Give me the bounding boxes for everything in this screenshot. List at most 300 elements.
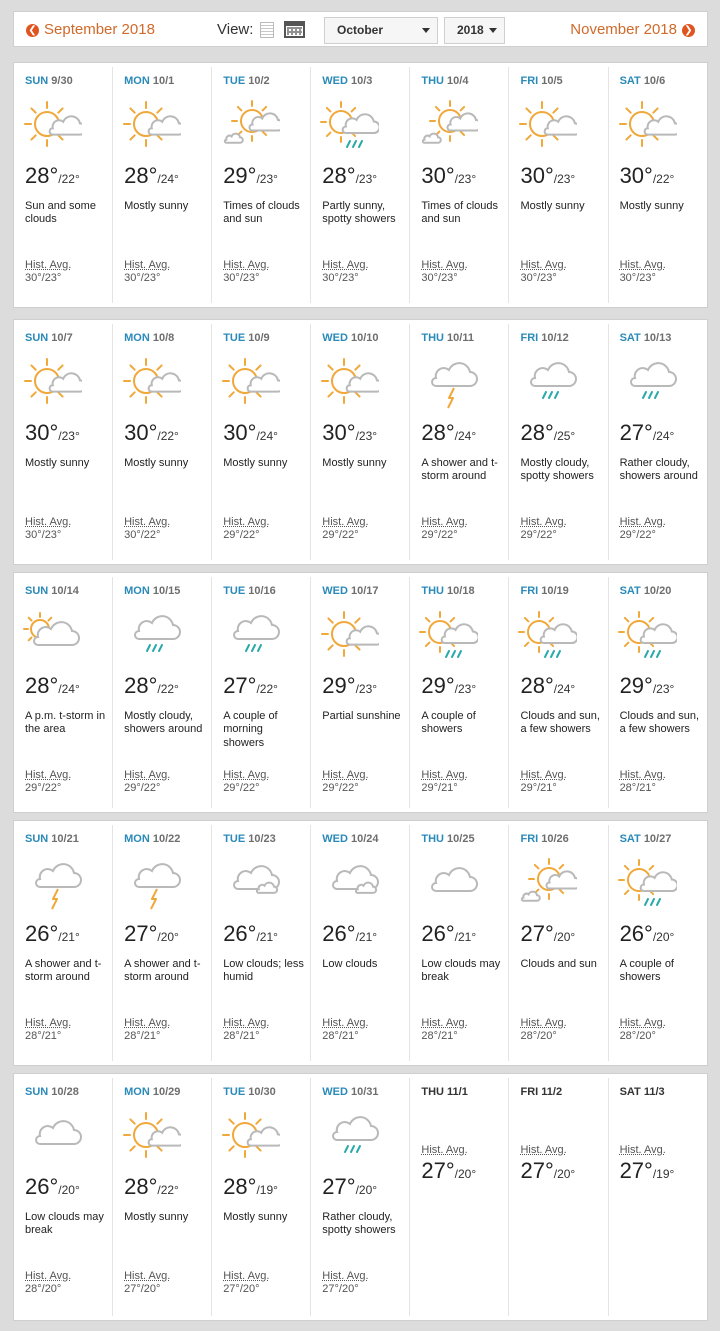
day-of-week: FRI (520, 833, 539, 845)
day-cell[interactable] (212, 825, 311, 1061)
hist-avg-label: Hist. Avg. (619, 1017, 666, 1029)
forecast-description: Sun and some clouds (25, 200, 96, 226)
temperature (421, 673, 476, 699)
day-cell[interactable] (14, 825, 113, 1061)
sun-cloud-icon (615, 97, 677, 155)
forecast-description: Mostly cloudy, spotty showers (520, 457, 594, 483)
sun-cloud-icon (317, 354, 379, 412)
hist-avg-value: 30°/23° (619, 272, 656, 284)
day-of-week: THU (421, 332, 444, 344)
day-header (322, 833, 378, 845)
low-temp: /20° (157, 930, 179, 944)
day-date: 10/25 (447, 833, 475, 845)
historical-average (223, 1270, 269, 1296)
hist-avg-value: 29°/21° (421, 782, 458, 794)
prev-month-label: September 2018 (44, 21, 155, 38)
hist-avg-label: Hist. Avg. (124, 516, 171, 528)
day-header (322, 1086, 378, 1098)
forecast-description: Rather cloudy, showers around (619, 457, 698, 483)
hist-avg-label: Hist. Avg. (520, 1144, 567, 1156)
temperature (520, 673, 575, 699)
next-month-link[interactable] (570, 21, 695, 38)
high-temp: 28° (124, 163, 158, 188)
week-row (13, 572, 708, 813)
day-header (124, 585, 180, 597)
hist-avg-value: 28°/21° (619, 782, 656, 794)
month-select[interactable] (324, 17, 438, 44)
day-of-week: SAT (619, 833, 641, 845)
day-header (520, 585, 568, 597)
forecast-description: Low clouds; less humid (223, 958, 304, 984)
historical-temperature (421, 1158, 476, 1184)
day-cell[interactable] (14, 577, 113, 808)
forecast-description: Times of clouds and sun (223, 200, 300, 226)
day-cell[interactable] (410, 324, 509, 560)
low-temp: /20° (553, 930, 576, 944)
day-date: 10/15 (152, 585, 181, 597)
forecast-description: A shower and t-storm around (421, 457, 498, 483)
high-temp: 30° (124, 420, 158, 445)
day-date: 10/12 (541, 332, 569, 344)
hist-avg-label: Hist. Avg. (421, 1017, 468, 1029)
forecast-description: Times of clouds and sun (421, 200, 498, 226)
temperature (520, 163, 575, 189)
hist-avg-value: 29°/22° (619, 529, 656, 541)
hist-avg-value: 29°/22° (223, 782, 260, 794)
day-cell[interactable] (509, 1078, 608, 1316)
day-cell[interactable] (609, 324, 708, 560)
low-temp: /22° (157, 1183, 179, 1197)
day-cell[interactable] (113, 577, 212, 808)
day-cell[interactable] (212, 324, 311, 560)
temperature (322, 420, 377, 446)
hist-low-temp: /19° (652, 1167, 675, 1181)
day-of-week: TUE (223, 833, 246, 845)
day-date: 10/20 (643, 585, 672, 597)
day-cell[interactable] (609, 67, 708, 303)
day-date: 10/4 (447, 75, 469, 87)
hist-avg-value: 29°/21° (520, 782, 557, 794)
hist-high-temp: 27° (619, 1158, 653, 1183)
day-cell[interactable] (410, 825, 509, 1061)
day-date: 11/1 (447, 1086, 468, 1098)
day-of-week: SAT (619, 75, 641, 87)
historical-average (322, 516, 368, 542)
historical-average (322, 1017, 368, 1043)
high-temp: 28° (124, 673, 158, 698)
sun-cloud-icon (20, 97, 82, 155)
hist-avg-label: Hist. Avg. (124, 769, 171, 781)
hist-avg-label: Hist. Avg. (124, 1270, 171, 1282)
day-header (223, 833, 276, 845)
forecast-description: Mostly sunny (520, 200, 585, 212)
forecast-description: Low clouds (322, 958, 378, 970)
low-temp: /23° (454, 172, 477, 186)
day-cell[interactable] (311, 67, 410, 303)
hist-avg-label: Hist. Avg. (124, 1017, 171, 1029)
hist-avg-value: 29°/22° (520, 529, 557, 541)
day-date: 10/10 (351, 332, 379, 344)
hist-avg-value: 30°/23° (25, 529, 62, 541)
high-temp: 30° (421, 163, 455, 188)
high-temp: 29° (223, 163, 257, 188)
hist-avg-label: Hist. Avg. (322, 259, 369, 271)
hist-avg-label: Hist. Avg. (520, 516, 567, 528)
high-temp: 27° (322, 1174, 356, 1199)
prev-month-link[interactable] (26, 21, 155, 38)
cloud-icon (416, 855, 478, 913)
day-header (421, 585, 474, 597)
low-temp: /21° (355, 930, 378, 944)
day-cell[interactable] (212, 1078, 311, 1316)
historical-average (223, 259, 269, 285)
week-row (13, 1073, 708, 1321)
day-cell[interactable] (509, 324, 608, 560)
day-date: 10/18 (447, 585, 475, 597)
day-cell[interactable] (410, 67, 509, 303)
day-date: 10/2 (248, 75, 270, 87)
sun-cloud-icon (218, 1108, 280, 1166)
day-header (421, 75, 468, 87)
hist-avg-value: 30°/22° (124, 529, 161, 541)
hist-avg-label: Hist. Avg. (421, 769, 468, 781)
day-header (421, 833, 474, 845)
high-temp: 30° (619, 163, 653, 188)
temperature (25, 163, 80, 189)
hist-avg-label: Hist. Avg. (25, 516, 72, 528)
low-temp: /21° (454, 930, 477, 944)
thunderstorm-icon (20, 855, 82, 913)
day-of-week: FRI (520, 1086, 539, 1098)
high-temp: 28° (421, 420, 455, 445)
low-temp: /25° (553, 429, 576, 443)
day-cell[interactable] (609, 825, 708, 1061)
day-header (25, 833, 79, 845)
day-of-week: WED (322, 332, 348, 344)
day-of-week: SAT (619, 585, 641, 597)
historical-average (421, 516, 467, 542)
day-cell[interactable] (311, 324, 410, 560)
temperature (25, 1174, 80, 1200)
sun-cloud-icon (515, 97, 577, 155)
hist-avg-value: 28°/21° (322, 1030, 359, 1042)
thunderstorm-icon (119, 855, 181, 913)
day-cell[interactable] (14, 324, 113, 560)
forecast-description: A shower and t-storm around (124, 958, 201, 984)
day-of-week: SUN (25, 1086, 49, 1098)
hist-avg-value: 28°/20° (520, 1030, 557, 1042)
temperature (322, 1174, 377, 1200)
day-cell[interactable] (113, 825, 212, 1061)
day-cell[interactable] (212, 577, 311, 808)
temperature (620, 921, 675, 947)
low-temp: /22° (58, 172, 80, 186)
day-of-week: WED (322, 1086, 348, 1098)
forecast-description: Mostly sunny (25, 457, 90, 469)
sun-cloud-rain-icon (615, 855, 677, 913)
historical-average (25, 769, 71, 795)
historical-average (124, 516, 170, 542)
day-header (620, 1086, 665, 1098)
day-date: 10/1 (152, 75, 175, 87)
day-of-week: TUE (223, 75, 246, 87)
day-header (124, 332, 174, 344)
day-of-week: TUE (223, 585, 246, 597)
day-date: 10/9 (248, 332, 270, 344)
day-of-week: SUN (25, 833, 49, 845)
day-date: 10/14 (51, 585, 79, 597)
temperature (124, 163, 179, 189)
day-of-week: THU (421, 75, 444, 87)
hist-avg-label: Hist. Avg. (124, 259, 171, 271)
low-temp: /24° (553, 682, 576, 696)
day-of-week: SUN (25, 75, 49, 87)
calendar-view-icon[interactable] (284, 21, 305, 38)
hist-avg-value: 29°/22° (421, 529, 458, 541)
low-temp: /24° (256, 429, 278, 443)
low-temp: /23° (652, 682, 675, 696)
high-temp: 30° (322, 420, 356, 445)
day-cell[interactable] (410, 1078, 509, 1316)
high-temp: 26° (619, 921, 653, 946)
chevron-down-icon (422, 28, 430, 33)
clouds-icon (317, 855, 379, 913)
day-cell[interactable] (311, 1078, 410, 1316)
day-cell[interactable] (609, 577, 708, 808)
day-of-week: SAT (619, 1086, 641, 1098)
day-of-week: MON (124, 1086, 150, 1098)
historical-average (322, 1270, 368, 1296)
hist-avg-value: 29°/22° (223, 529, 260, 541)
historical-average (520, 769, 566, 795)
temperature (620, 420, 675, 446)
historical-average (25, 259, 71, 285)
sun-cloud-icon (20, 354, 82, 412)
hist-avg-value: 30°/23° (322, 272, 359, 284)
day-date: 10/30 (248, 1086, 276, 1098)
day-date: 10/19 (541, 585, 569, 597)
partly-cloudy-icon (515, 855, 577, 913)
hist-avg-value: 28°/21° (421, 1030, 458, 1042)
day-header (620, 75, 666, 87)
day-cell[interactable] (509, 825, 608, 1061)
day-cell[interactable] (113, 67, 212, 303)
hist-avg-value: 28°/21° (124, 1030, 161, 1042)
temperature (223, 1174, 278, 1200)
historical-average (620, 516, 666, 542)
day-header (25, 332, 73, 344)
temperature (223, 673, 278, 699)
high-temp: 27° (124, 921, 158, 946)
temperature (124, 1174, 179, 1200)
cloud-sun-behind-icon (20, 607, 82, 665)
low-temp: /24° (652, 429, 675, 443)
day-of-week: WED (322, 585, 348, 597)
forecast-description: A couple of showers (421, 710, 476, 736)
day-date: 10/6 (643, 75, 666, 87)
day-of-week: FRI (520, 585, 539, 597)
high-temp: 26° (25, 1174, 59, 1199)
day-cell[interactable] (509, 67, 608, 303)
temperature (520, 420, 575, 446)
day-header (25, 585, 79, 597)
year-select[interactable] (444, 17, 505, 44)
temperature (124, 673, 179, 699)
historical-average (223, 516, 269, 542)
hist-avg-value: 30°/23° (520, 272, 557, 284)
forecast-description: A shower and t-storm around (25, 958, 102, 984)
historical-average (520, 1144, 566, 1157)
low-temp: /23° (355, 172, 378, 186)
day-header (620, 585, 672, 597)
hist-avg-value: 30°/23° (25, 272, 62, 284)
day-date: 10/16 (248, 585, 276, 597)
day-date: 9/30 (51, 75, 73, 87)
day-date: 11/2 (541, 1086, 563, 1098)
day-header (25, 75, 73, 87)
historical-average (25, 516, 71, 542)
day-header (421, 332, 474, 344)
historical-average (124, 259, 170, 285)
hist-low-temp: /20° (553, 1167, 576, 1181)
clouds-icon (218, 855, 280, 913)
week-row (13, 319, 708, 565)
day-header (124, 833, 180, 845)
low-temp: /23° (58, 429, 80, 443)
sun-cloud-icon (119, 354, 181, 412)
day-of-week: MON (124, 833, 150, 845)
forecast-description: Clouds and sun, a few showers (520, 710, 600, 736)
high-temp: 29° (421, 673, 455, 698)
day-cell[interactable] (14, 1078, 113, 1316)
forecast-description: Mostly sunny (223, 1211, 288, 1223)
historical-average (124, 769, 170, 795)
temperature (520, 921, 575, 947)
hist-avg-label: Hist. Avg. (520, 769, 567, 781)
day-date: 10/31 (351, 1086, 379, 1098)
sun-cloud-rain-icon (317, 97, 379, 155)
hist-avg-value: 28°/21° (25, 1030, 62, 1042)
day-cell[interactable] (113, 324, 212, 560)
temperature (620, 673, 675, 699)
sun-cloud-icon (119, 97, 181, 155)
hist-avg-label: Hist. Avg. (619, 516, 666, 528)
hist-avg-label: Hist. Avg. (322, 1270, 369, 1282)
day-of-week: FRI (520, 332, 539, 344)
historical-average (620, 769, 666, 795)
forecast-description: Mostly sunny (124, 1211, 189, 1223)
hist-avg-value: 30°/23° (223, 272, 260, 284)
day-date: 10/8 (152, 332, 175, 344)
forecast-description: A p.m. t-storm in the area (25, 710, 106, 736)
low-temp: /24° (58, 682, 80, 696)
partly-cloudy-icon (218, 97, 280, 155)
hist-avg-label: Hist. Avg. (25, 769, 72, 781)
day-date: 10/27 (643, 833, 672, 845)
historical-average (421, 1017, 467, 1043)
forecast-description: Low clouds may break (421, 958, 501, 984)
cloud-icon (20, 1108, 82, 1166)
arrow-right-icon: ❯ (682, 24, 695, 37)
next-month-label: November 2018 (570, 21, 677, 38)
day-cell[interactable] (311, 825, 410, 1061)
high-temp: 28° (25, 673, 59, 698)
cloud-rain-icon (515, 354, 577, 412)
month-select-value: October (337, 23, 384, 37)
day-header (223, 585, 276, 597)
partly-cloudy-icon (416, 97, 478, 155)
historical-average (620, 1144, 666, 1157)
hist-avg-value: 28°/20° (619, 1030, 656, 1042)
historical-average (520, 259, 566, 285)
historical-average (421, 1144, 467, 1157)
hist-avg-label: Hist. Avg. (322, 1017, 369, 1029)
day-of-week: TUE (223, 1086, 246, 1098)
day-date: 10/26 (541, 833, 569, 845)
day-date: 10/13 (643, 332, 672, 344)
hist-avg-label: Hist. Avg. (25, 259, 72, 271)
arrow-left-icon: ❮ (26, 24, 39, 37)
temperature (421, 163, 476, 189)
high-temp: 27° (619, 420, 653, 445)
low-temp: /22° (652, 172, 675, 186)
day-cell[interactable] (311, 577, 410, 808)
day-cell[interactable] (113, 1078, 212, 1316)
hist-avg-value: 27°/20° (322, 1283, 359, 1295)
day-date: 10/3 (351, 75, 373, 87)
day-date: 10/23 (248, 833, 276, 845)
day-header (322, 585, 378, 597)
low-temp: /23° (256, 172, 278, 186)
day-date: 10/24 (351, 833, 379, 845)
hist-low-temp: /20° (454, 1167, 477, 1181)
day-header (520, 1086, 562, 1098)
hist-avg-label: Hist. Avg. (421, 259, 468, 271)
historical-average (520, 1017, 566, 1043)
hist-avg-label: Hist. Avg. (520, 259, 567, 271)
historical-average (124, 1017, 170, 1043)
calendar-toolbar (13, 11, 708, 47)
day-header (223, 1086, 276, 1098)
day-cell[interactable] (509, 577, 608, 808)
sun-cloud-icon (317, 607, 379, 665)
hist-avg-label: Hist. Avg. (223, 1017, 270, 1029)
temperature (421, 921, 476, 947)
list-view-icon[interactable] (260, 22, 274, 38)
view-label: View: (217, 21, 254, 38)
low-temp: /23° (355, 682, 378, 696)
high-temp: 30° (25, 420, 59, 445)
day-cell[interactable] (14, 67, 113, 303)
day-date: 10/29 (152, 1086, 181, 1098)
day-cell[interactable] (609, 1078, 708, 1316)
forecast-description: Clouds and sun (520, 958, 597, 970)
historical-average (223, 1017, 269, 1043)
hist-avg-value: 28°/21° (223, 1030, 260, 1042)
day-cell[interactable] (212, 67, 311, 303)
temperature (223, 420, 278, 446)
day-header (322, 332, 378, 344)
day-cell[interactable] (410, 577, 509, 808)
week-row (13, 62, 708, 308)
week-row (13, 820, 708, 1066)
hist-avg-label: Hist. Avg. (619, 769, 666, 781)
day-of-week: THU (421, 833, 444, 845)
hist-avg-label: Hist. Avg. (322, 516, 369, 528)
temperature (322, 673, 377, 699)
hist-avg-label: Hist. Avg. (421, 1144, 468, 1156)
high-temp: 28° (223, 1174, 257, 1199)
